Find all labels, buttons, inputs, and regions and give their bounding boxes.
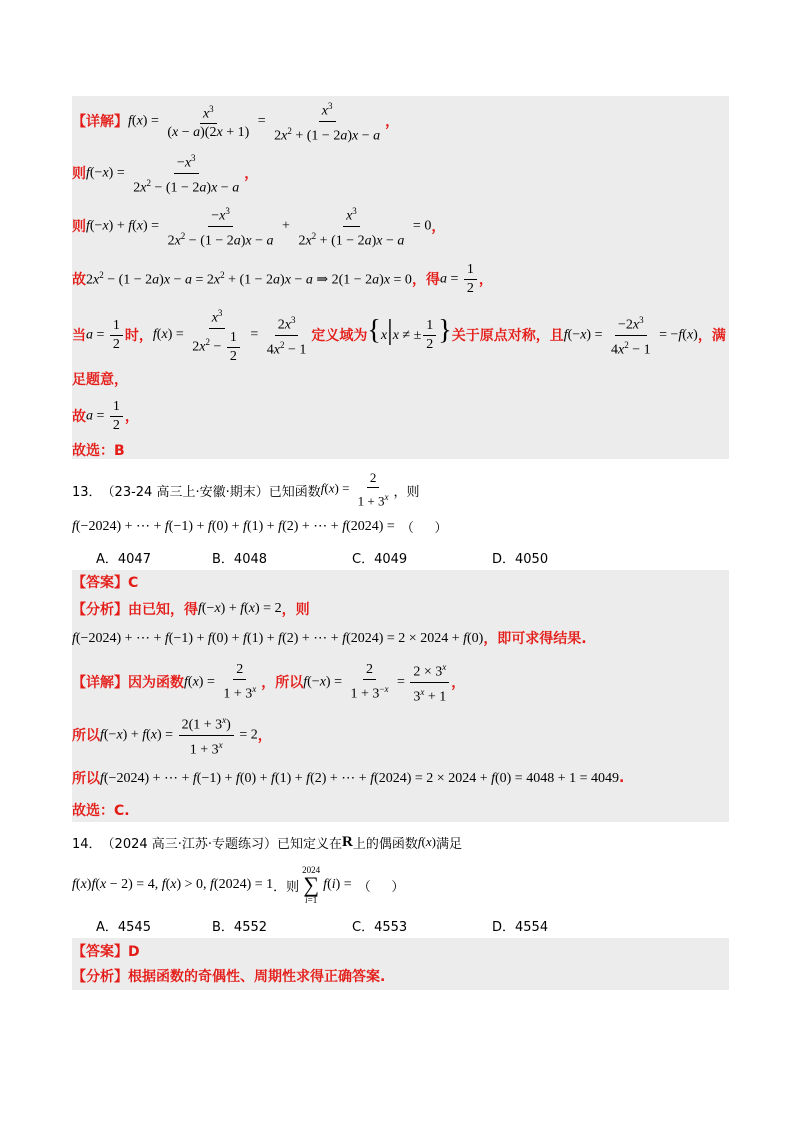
then-1: 则 <box>72 166 86 182</box>
detail-line-2: 则 f(−x) = $\frac{-x^3}{2x^2 - (1 - 2a)x - a}$ ， <box>72 152 258 194</box>
q13-source: （23-24 高三上·安徽·期末）已知函数 <box>101 484 321 500</box>
q14-number: 14． <box>72 836 102 852</box>
q14-option-c: C．4553 <box>352 920 408 935</box>
q13-expression: f(−2024) + ⋯ + f(−1) + f(0) + f(1) + f(2) + ⋯ + f(2024) = （ ） <box>72 518 448 536</box>
q14-option-d: D．4554 <box>492 920 549 935</box>
domain-text: 定义域为 <box>311 328 368 344</box>
detail-line-4: 故 $2x^2 - (1 - 2a)x - a = 2x^2 + (1 - 2a)x - a$ ⇒ 2(1 − 2a)x = 0 ， 得 a = $\frac{1}{2}$ ， <box>72 261 493 296</box>
q14-option-b: B．4552 <box>212 920 268 935</box>
q13-analysis-1: 【分析】 由已知，得 f(−x) + f(x) = 2 ，则 <box>72 601 310 618</box>
q13-function: f(x) = $\frac{2}{1 + 3^x}$ <box>320 470 389 509</box>
choose-b-line <box>72 440 125 460</box>
detail-label: 【详解】 <box>72 114 128 130</box>
q13-choose: 故选：C. <box>72 803 130 819</box>
get-a: 得 <box>425 272 440 288</box>
q13-analysis-label: 【分析】 <box>72 602 128 618</box>
detail-line-5: 当 a = $\frac{1}{2}$ 时， f(x) = $x^3$ $2x^2$ − $\frac{1}{2}$ = $\frac{2x^3}{4x^2 - 1}$ 定义域为 {x|x ≠ ± $\frac{1}{2}$ } 关于原点对称，且 f(−x) = $\frac{-2x^3}{4x^2 - 1}$ = −f(x) ，满 <box>72 310 726 360</box>
q14-condition: f(x)f(x − 2) = 4, f(x) > 0, f(2024) = 1 ．则 2024 ∑ i=1 f(i) = （ ） <box>72 865 405 905</box>
formula-sum-zero: f(−x) + f(x) = $\frac{-x^3}{2x^2 - (1 - 2a)x - a}$ + $\frac{x^3}{2x^2 + (1 - 2a)x - a}$ = 0 <box>86 203 431 249</box>
q14-analysis: 【分析】根据函数的奇偶性、周期性求得正确答案. <box>72 969 386 985</box>
satisfy-text: ，满 <box>697 328 726 344</box>
q13-tail: ，则 <box>393 484 420 500</box>
q13-detail-3: 所以 f(−2024) + ⋯ + f(−1) + f(0) + f(1) + f(2) + ⋯ + f(2024) = 2 × 2024 + f(0) = 4048 + 1 = 4049 . <box>72 770 625 787</box>
q13-option-d: D．4050 <box>492 552 549 567</box>
detail-line-1: 【详解】 f(x) = $\frac{x^3}{(x - a)(2x + 1)}$ = $\frac{x^3}{2x^2 + (1 - 2a)x - a}$ ， <box>72 100 399 142</box>
q13-analysis-2: f(−2024) + ⋯ + f(−1) + f(0) + f(1) + f(2) + ⋯ + f(2024) = 2 × 2024 + f(0) ，即可求得结果. <box>72 630 587 647</box>
formula-domain: {x|x ≠ ± $\frac{1}{2}$ } <box>367 314 452 353</box>
formula-f-half: f(x) = $x^3$ $2x^2$ − $\frac{1}{2}$ = $\frac{2x^3}{4x^2 - 1}$ <box>153 305 312 365</box>
hence: 故 <box>72 272 86 288</box>
q13-detail-2: 所以 f(−x) + f(x) = $\frac{2(1 + 3^x)}{1 + 3^x}$ = 2 ， <box>72 712 272 758</box>
q14-option-a: A．4545 <box>96 920 151 935</box>
formula-f-neg-x: f(−x) = $\frac{-x^3}{2x^2 - (1 - 2a)x - a}$ <box>86 150 244 196</box>
formula-fx: f(x) = $\frac{x^3}{(x - a)(2x + 1)}$ = $\frac{x^3}{2x^2 + (1 - 2a)x - a}$ <box>128 98 385 144</box>
when: 当 <box>72 328 86 344</box>
q13-answer: 【答案】C <box>72 575 139 591</box>
choose-b: 故选：B <box>72 443 125 459</box>
symmetric-text: 关于原点对称，且 <box>451 328 564 344</box>
formula-equation: $2x^2 - (1 - 2a)x - a = 2x^2 + (1 - 2a)x - a$ ⇒ 2(1 − 2a)x = 0 <box>86 269 412 288</box>
satisfy-text-2: 足题意， <box>72 372 128 388</box>
q14-source: （2024 高三·江苏·专题练习）已知定义在 <box>101 836 343 852</box>
then-2: 则 <box>72 219 86 235</box>
q13-number: 13． <box>72 484 102 500</box>
formula-odd: f(−x) = $\frac{-2x^3}{4x^2 - 1}$ = −f(x) <box>564 312 698 358</box>
q13-detail-label: 【详解】 <box>72 675 128 691</box>
q14-answer: 【答案】D <box>72 944 140 960</box>
q13-option-a: A．4047 <box>96 552 151 567</box>
detail-line-3: 则 f(−x) + f(x) = $\frac{-x^3}{2x^2 - (1 - 2a)x - a}$ + $\frac{x^3}{2x^2 + (1 - 2a)x - a}$ = 0 ， <box>72 205 445 247</box>
hence-a: 故 <box>72 409 86 425</box>
q13-detail-1: 【详解】 因为函数 f(x) = $\frac{2}{1 + 3^x}$ ，所以 f(−x) = $\frac{2}{1 + 3^{-x}}$ = $\frac{2 \times 3^x}{3^x + 1}$ ， <box>72 660 465 704</box>
q13-option-b: B．4048 <box>212 552 268 567</box>
q14-stem: 14． （2024 高三·江苏·专题练习）已知定义在 R 上的偶函数 f(x) 满足 <box>72 833 462 852</box>
detail-line-7: 故 a = $\frac{1}{2}$ ， <box>72 398 139 433</box>
q13-stem <box>72 470 420 510</box>
detail-line-6 <box>72 368 128 390</box>
q13-option-c: C．4049 <box>352 552 408 567</box>
when-suffix: 时， <box>124 328 153 344</box>
